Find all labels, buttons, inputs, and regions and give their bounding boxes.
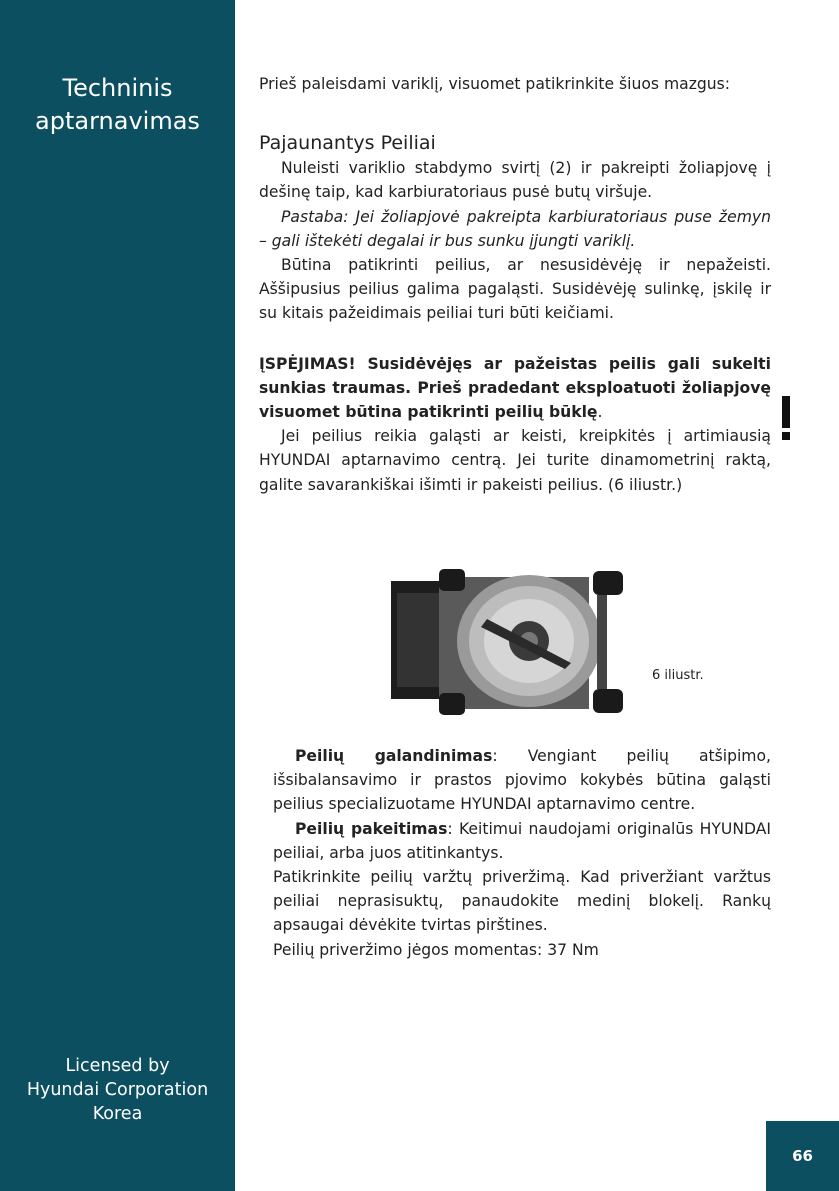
blade-service-section — [273, 744, 771, 962]
replacement-label: Peilių pakeitimas — [295, 819, 448, 838]
license-line1: Licensed by — [65, 1056, 170, 1076]
torque-paragraph: Peilių priveržimo jėgos momentas: 37 Nm — [273, 940, 599, 959]
paragraph-tilt: Nuleisti variklio stabdymo svirtį (2) ir pakreipti žoliapjovę į dešinę taip, kad karbiuratoriaus pusė butų viršuje. — [259, 159, 771, 202]
section-title-line2: aptarnavimas — [35, 107, 200, 135]
license-note — [0, 1054, 235, 1126]
paragraph-check-blades: Būtina patikrinti peilius, ar nesusidėvėję ir nepažeisti. Aššipusius peilius galima pagaląsti. Susidėvėję sulinkę, įskilę ir su kitais pažeidimais peiliai turi būti keičiami. — [259, 256, 771, 323]
warning-bold: ĮSPĖJIMAS! Susidėvėjęs ar pažeistas peilis gali sukelti sunkias traumas. Prieš pradedant eksploatuoti žoliapjovę visuomet būtina patikrinti peilių būklę — [259, 354, 771, 422]
figure-caption: 6 iliustr. — [652, 668, 704, 683]
section-title-line1: Techninis — [62, 74, 173, 102]
blades-heading: Pajaunantys Peiliai — [259, 132, 436, 155]
sidebar — [0, 0, 235, 1191]
mower-underside-illustration — [389, 569, 627, 715]
section-title — [0, 72, 235, 138]
sharpening-paragraph — [273, 744, 771, 817]
license-line2: Hyundai Corporation — [26, 1080, 209, 1100]
warning-end: . — [597, 403, 603, 422]
note-text: Pastaba: Jei žoliapjovė pakreipta karbiuratoriaus puse žemyn – gali ištekėti degalai ir bus sunku įjungti variklį. — [259, 207, 771, 250]
license-line3: Korea — [92, 1104, 143, 1124]
sharpening-label: Peilių galandinimas — [295, 747, 493, 765]
intro-text: Prieš paleisdami variklį, visuomet patikrinkite šiuos mazgus: — [259, 75, 731, 93]
sharpening-text: : Vengiant peilių atšipimo, išsibalansavimo ir prastos pjovimo kokybės būtina galąsti peilius specializuotame HYUNDAI aptarnavimo centre. — [273, 747, 771, 814]
bolt-check-paragraph: Patikrinkite peilių varžtų priveržimą. Kad priveržiant varžtus peiliai neprasisuktų, panaudokite medinį blokelį. Rankų apsaugai dėvėkite tvirtas pirštines. — [273, 868, 771, 935]
main-content — [259, 72, 771, 497]
paragraph-service: Jei peilius reikia galąsti ar keisti, kreipkitės į artimiausią HYUNDAI aptarnavimo centrą. Jei turite dinamometrinį raktą, galite savarankiškai išimti ir pakeisti peilius. (6 iliustr.) — [259, 427, 771, 494]
exclamation-icon — [780, 396, 792, 442]
replacement-text: : Keitimui naudojami originalūs HYUNDAI peiliai, arba juos atitinkantys. — [273, 819, 772, 862]
warning-text — [259, 352, 771, 425]
page-number: 66 — [766, 1121, 839, 1191]
replacement-paragraph — [273, 817, 771, 865]
